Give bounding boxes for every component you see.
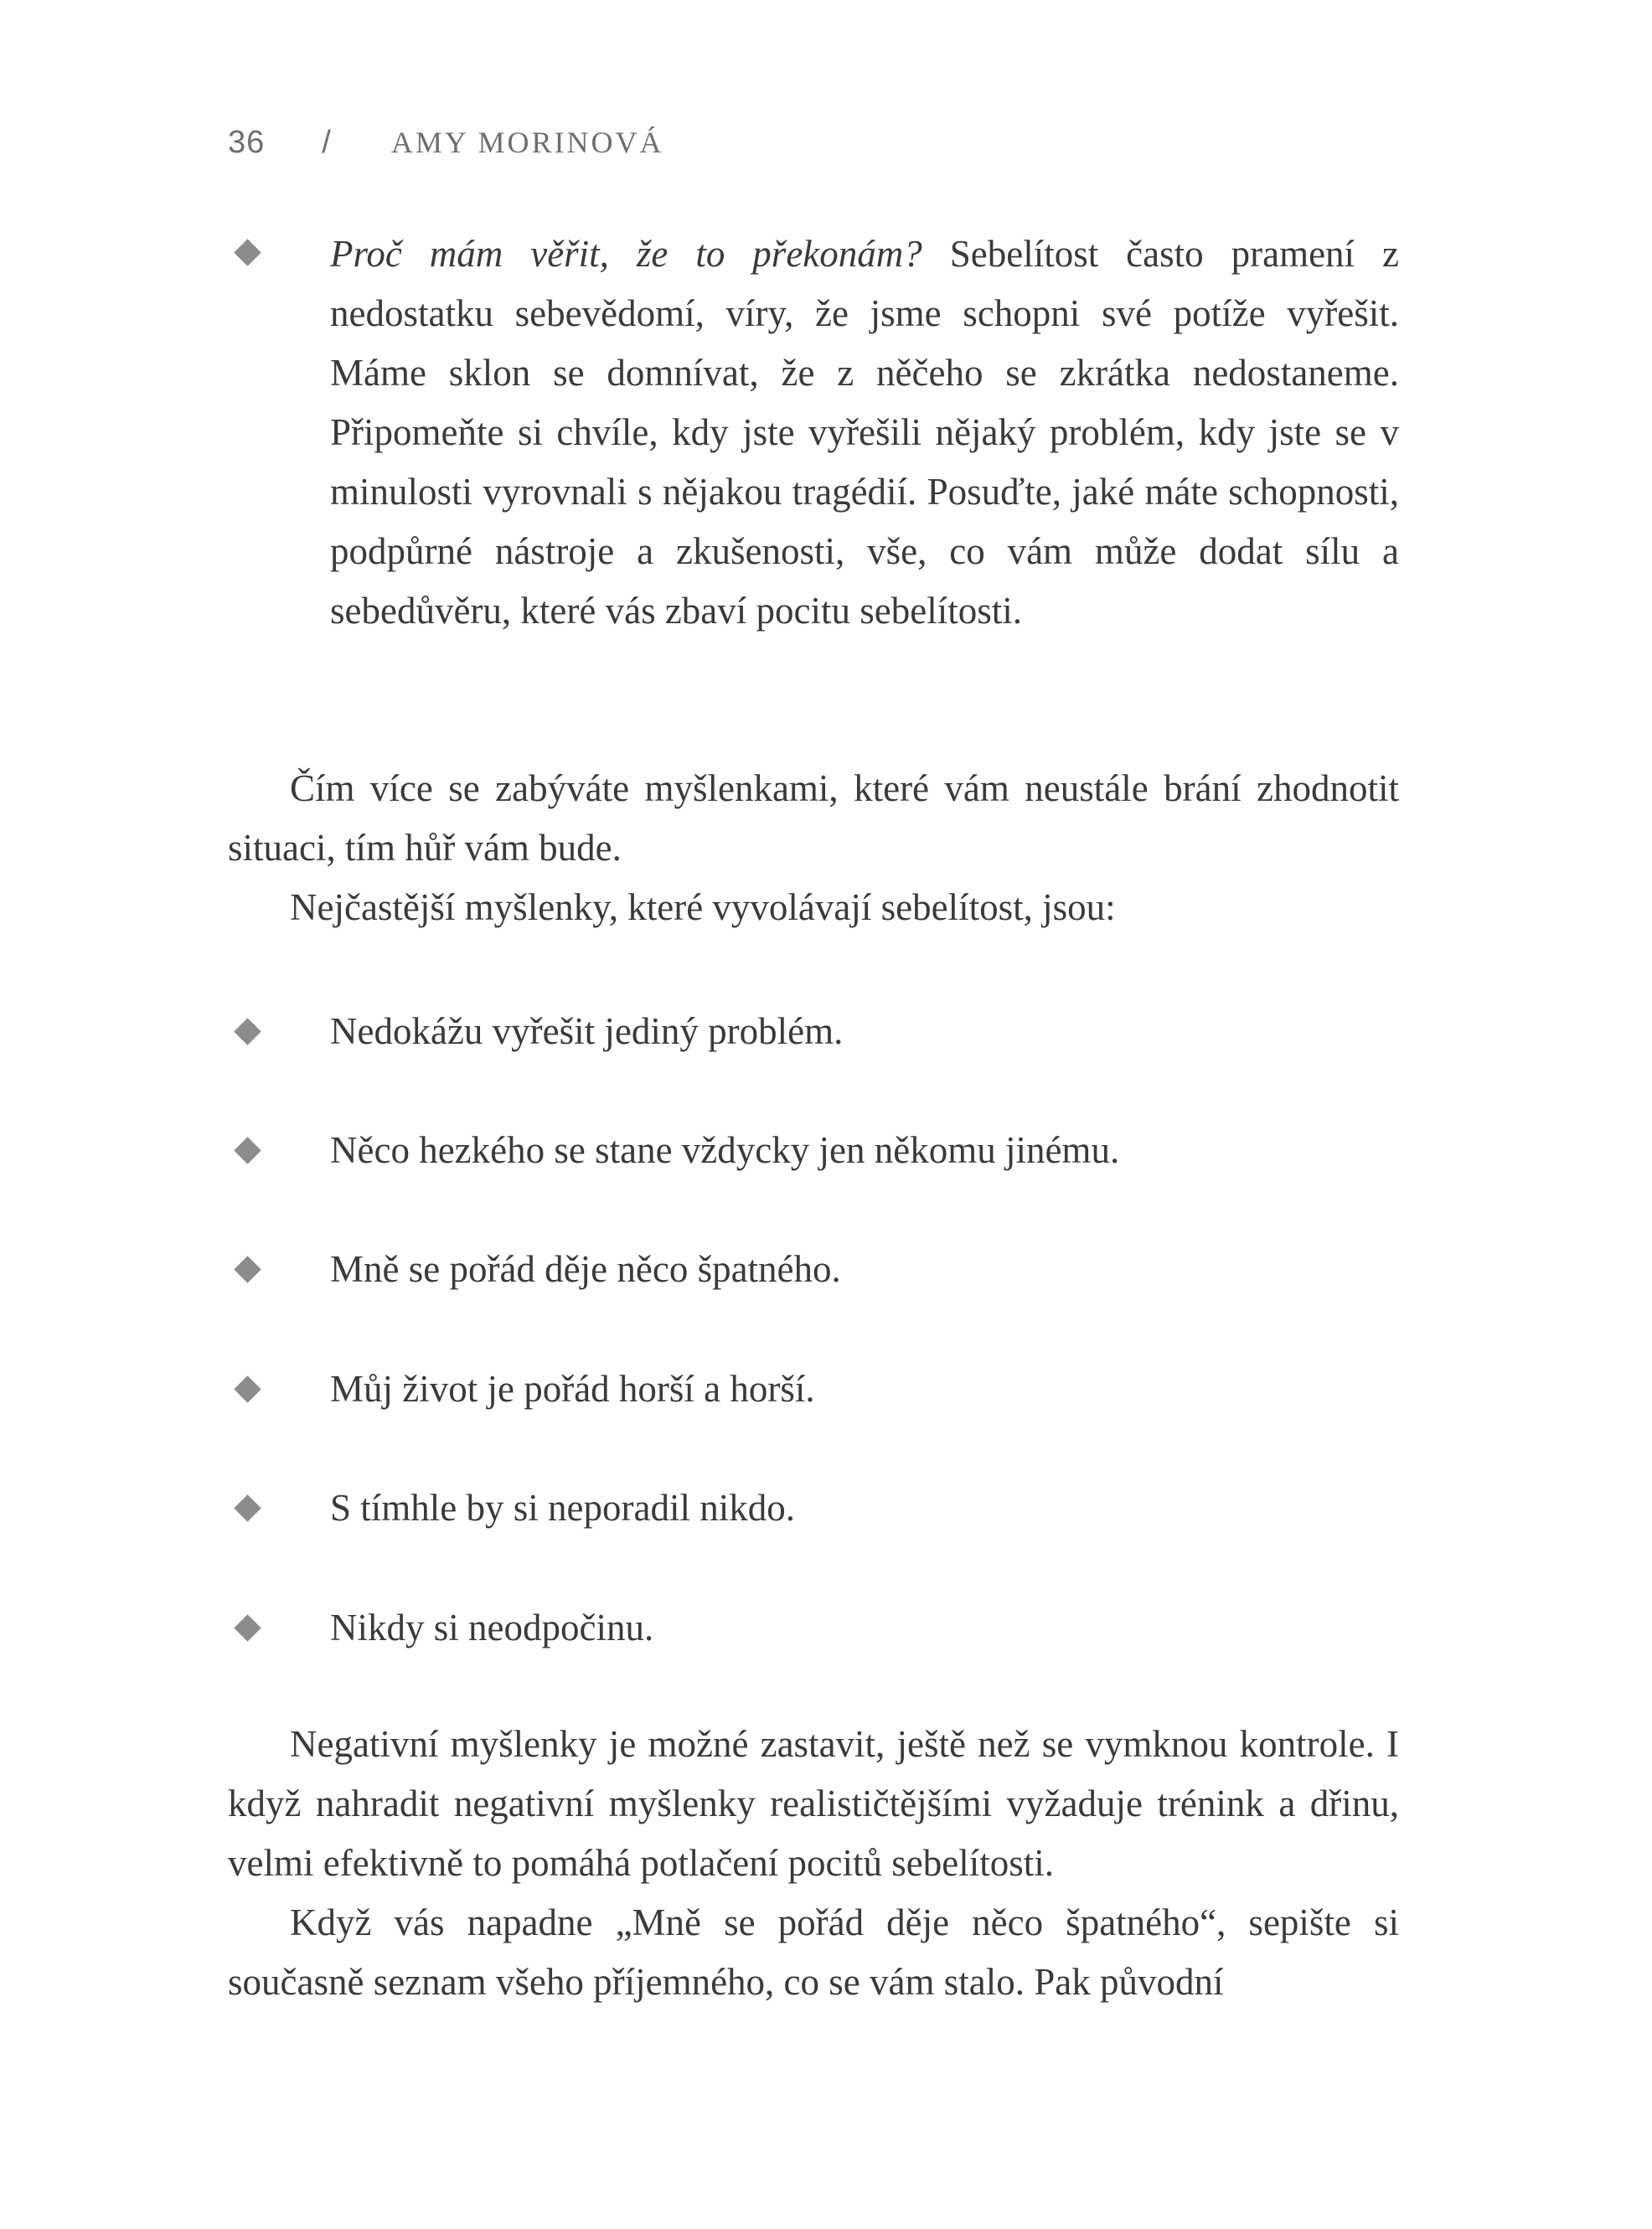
- paragraph: Čím více se zabýváte myšlenkami, které vám neustále brání zhodnotit situaci, tím hůř vám bude.: [228, 767, 1399, 869]
- diamond-bullet-icon: [234, 1375, 261, 1403]
- thought-bullet: [228, 1598, 1399, 1658]
- thought-text: Nikdy si neodpočinu.: [330, 1607, 654, 1649]
- body-text-1: [228, 759, 1399, 937]
- thought-bullet: [228, 1240, 1399, 1299]
- thought-text: S tímhle by si neporadil nikdo.: [330, 1487, 795, 1529]
- paragraph: Když vás napadne „Mně se pořád děje něco špatného“, sepište si současně seznam všeho příjemného, co se vám stalo. Pak původní: [228, 1901, 1399, 2003]
- thought-text: Něco hezkého se stane vždycky jen někomu jinému.: [330, 1129, 1120, 1171]
- diamond-bullet-icon: [234, 1256, 261, 1283]
- paragraph: Negativní myšlenky je možné zastavit, ještě než se vymknou kontrole. I když nahradit negativní myšlenky realističtějšími vyžaduje trénink a dřinu, velmi efektivně to pomáhá potlačení pocitů sebelítosti.: [228, 1723, 1399, 1884]
- diamond-bullet-icon: [234, 1614, 261, 1642]
- body-text-2: [228, 1715, 1399, 2012]
- italic-lead: Proč mám věřit, že to překonám?: [330, 233, 922, 275]
- running-head: [228, 124, 664, 161]
- diamond-bullet-icon: [234, 239, 261, 266]
- paragraph: Nejčastější myšlenky, které vyvolávají sebelítost, jsou:: [290, 886, 1116, 928]
- thought-bullet: [228, 1121, 1399, 1180]
- page-number: 36: [228, 124, 266, 160]
- thought-bullet: [228, 1002, 1399, 1061]
- thought-text: Mně se pořád děje něco špatného.: [330, 1248, 841, 1290]
- diamond-bullet-icon: [234, 1494, 261, 1522]
- intro-bullet-block: [228, 224, 1399, 641]
- thought-text: Nedokážu vyřešit jediný problém.: [330, 1010, 844, 1052]
- diamond-bullet-icon: [234, 1018, 261, 1045]
- diamond-bullet-icon: [234, 1137, 261, 1164]
- thought-text: Můj život je pořád horší a horší.: [330, 1368, 815, 1410]
- author-name: AMY MORINOVÁ: [390, 126, 664, 159]
- thought-bullet: [228, 1478, 1399, 1538]
- thought-bullet: [228, 1360, 1399, 1419]
- header-separator: /: [322, 124, 331, 160]
- intro-bullet-item: [228, 224, 1399, 641]
- intro-bullet-text: Sebelítost často pramení z nedostatku sebevědomí, víry, že jsme schopni své potíže vyřešit. Máme sklon se domnívat, že z něčeho se zkrátka nedostaneme. Připomeňte si chvíle, kdy jste vyřešili nějaký problém, kdy jste se v minulosti vyrovnali s nějakou tragédií. Posuďte, jaké máte schopnosti, podpůrné nástroje a zkušenosti, vše, co vám může dodat sílu a sebedůvěru, které vás zbaví pocitu sebelítosti.: [330, 233, 1399, 632]
